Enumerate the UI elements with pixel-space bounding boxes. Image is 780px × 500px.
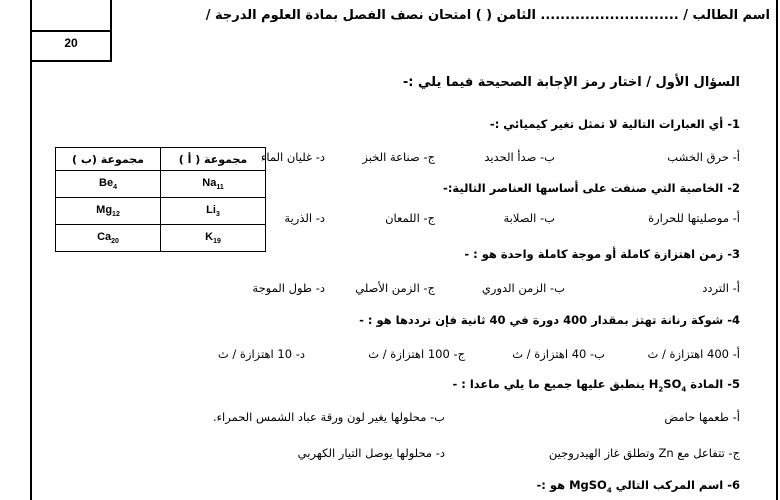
element-cell: $Be_4$ — [56, 171, 161, 198]
q2-option-a: أ- موصليتها للحرارة — [648, 211, 740, 225]
exam-header: اسم الطالب / ............................ الثامن ( ) امتحان نصف الفصل بمادة العلوم الدرجة / — [205, 8, 770, 23]
q1-option-c: ج- صناعة الخبز — [362, 150, 435, 164]
element-groups-table — [55, 147, 266, 252]
element-cell: $Na_{11}$ — [161, 171, 266, 198]
q5-formula: $H_2SO_4$ — [648, 377, 687, 394]
table-row — [56, 198, 266, 225]
q6-text-before: 6- اسم المركب التالي — [611, 478, 740, 492]
q4-option-b: ب- 40 اهتزازة / ث — [512, 347, 605, 361]
q5-option-b: ب- محلولها يغير لون ورقة عباد الشمس الحمراء. — [212, 410, 445, 424]
q5-option-a: أ- طعمها حامض — [664, 410, 740, 424]
section-title: السؤال الأول / اختار رمز الإجابة الصحيحة فيما يلي :- — [402, 75, 740, 90]
table-row — [56, 171, 266, 198]
q3-option-d: د- طول الموجة — [252, 281, 325, 295]
table-row — [56, 225, 266, 252]
q5-option-c: ج- تتفاعل مع Zn وتطلق غاز الهيدروجين — [548, 446, 740, 460]
grade-box-divider — [30, 30, 112, 32]
element-cell: $Li_3$ — [161, 198, 266, 225]
page-border-left — [30, 62, 32, 500]
q4-option-a: أ- 400 اهتزازة / ث — [647, 347, 740, 361]
q3-option-b: ب- الزمن الدوري — [481, 281, 565, 295]
question-6 — [537, 478, 740, 494]
q5-text-after: ينطبق عليها جميع ما يلي ماعدا : - — [452, 377, 649, 391]
question-5 — [452, 377, 740, 393]
question-4: 4- شوكة رنانة تهتز بمقدار 400 دورة في 40 ثانية فإن ترددها هو : - — [359, 313, 740, 327]
q5-text-before: 5- المادة — [686, 377, 740, 391]
question-1: 1- أي العبارات التالية لا تمثل تغير كيميائي :- — [489, 117, 740, 131]
q2-option-b: ب- الصلابة — [503, 211, 555, 225]
q6-text-after: هو :- — [536, 478, 570, 492]
element-cell: $Ca_{20}$ — [56, 225, 161, 252]
q3-option-c: ج- الزمن الأصلي — [355, 281, 435, 295]
page-border-right — [776, 0, 778, 500]
q4-option-c: ج- 100 اهتزازة / ث — [368, 347, 465, 361]
q2-option-d: د- الذرية — [284, 211, 325, 225]
q3-option-a: أ- التردد — [702, 281, 740, 295]
element-cell: $K_{19}$ — [161, 225, 266, 252]
group-b-header: مجموعة (ب ) — [56, 148, 161, 171]
group-a-header: مجموعة ( أ ) — [161, 148, 266, 171]
q1-option-b: ب- صدأ الحديد — [484, 150, 555, 164]
q1-option-d: د- غليان الماء — [260, 150, 325, 164]
q5-option-d: د- محلولها يوصل التيار الكهربي — [297, 446, 445, 460]
q1-option-a: أ- حرق الخشب — [667, 150, 740, 164]
q2-option-c: ج- اللمعان — [385, 211, 435, 225]
grade-max: 20 — [64, 36, 78, 50]
element-cell: $Mg_{12}$ — [56, 198, 161, 225]
q4-option-d: د- 10 اهتزازة / ث — [217, 347, 305, 361]
question-2: 2- الخاصية التي صنفت على أساسها العناصر التالية:- — [443, 181, 740, 195]
question-3: 3- زمن اهتزازة كاملة أو موجة كاملة واحدة هو : - — [464, 247, 740, 261]
table-header-row — [56, 148, 266, 171]
q6-formula: MgSO$_4$ — [569, 478, 612, 495]
